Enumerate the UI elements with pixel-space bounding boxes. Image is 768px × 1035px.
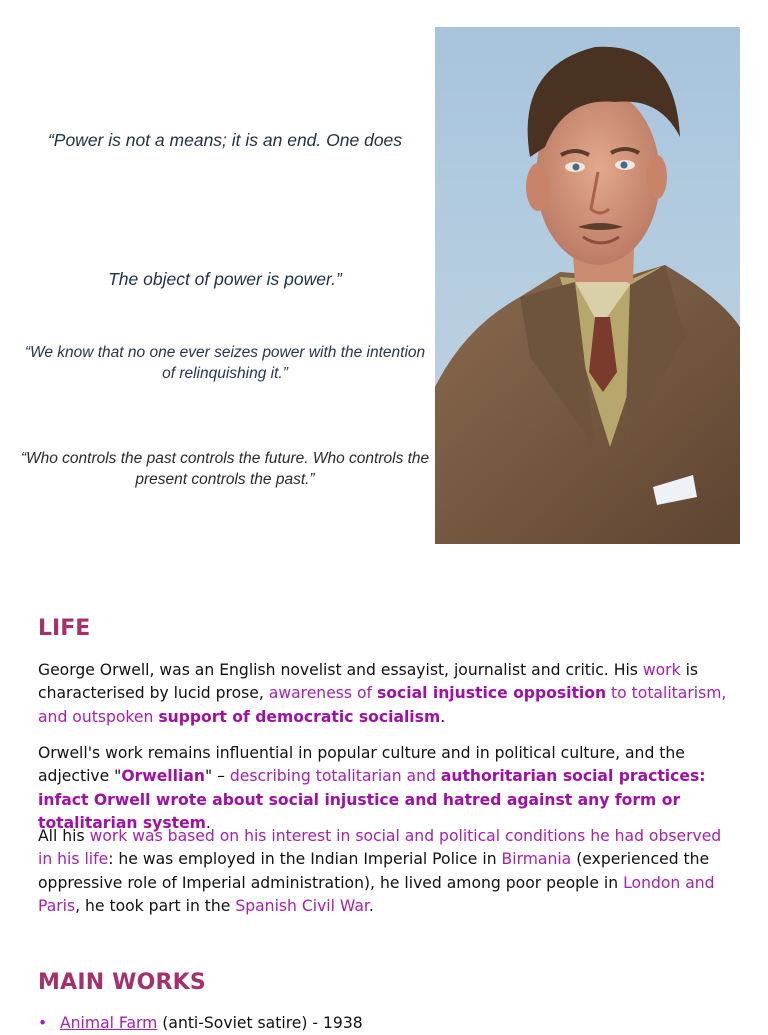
- highlight-social-injustice: social injustice opposition: [376, 684, 607, 703]
- highlight-democratic-socialism: support of democratic socialism: [158, 707, 441, 726]
- highlight-london-paris: London and Paris: [38, 873, 715, 915]
- text-run: (experienced the oppressive role of Imperial administration), he lived among poor people in: [38, 850, 710, 892]
- text-run: .: [205, 813, 211, 832]
- highlight-awareness: awareness of: [268, 684, 377, 703]
- highlight-orwellian: Orwellian: [121, 767, 205, 786]
- life-paragraph-3: [38, 825, 736, 918]
- work-title-link[interactable]: Animal Farm: [60, 1014, 158, 1032]
- text-run: " –: [204, 767, 230, 786]
- quote-seizes-power: “We know that no one ever seizes power with the intention of relinquishing it.”: [24, 344, 426, 382]
- text-run: is characterised by lucid prose,: [38, 661, 699, 703]
- life-heading: LIFE: [38, 616, 91, 641]
- text-run: .: [368, 896, 374, 915]
- text-run: George Orwell, was an English novelist and essayist, journalist and critic. His: [38, 661, 643, 679]
- text-run: : he was employed in the Indian Imperial Police in: [108, 850, 502, 869]
- quote-object-of-power: The object of power is power.”: [108, 269, 342, 289]
- highlight-spanish-civil-war: Spanish Civil War: [235, 896, 369, 915]
- text-run: All his: [38, 827, 90, 845]
- text-run: , he took part in the: [75, 896, 236, 915]
- highlight-totalitarism: to totalitarism, and outspoken: [38, 684, 727, 726]
- life-paragraph-1: [38, 659, 736, 729]
- text-run: .: [440, 707, 446, 726]
- life-paragraph-2: [38, 742, 736, 835]
- highlight-work-interest: work was based on his interest in social and political conditions he had observed in his life: [38, 827, 722, 869]
- main-works-heading: MAIN WORKS: [38, 970, 206, 995]
- text-run: Orwell's work remains influential in popular culture and in political culture, and the adjective ": [38, 744, 685, 786]
- highlight-work: work: [642, 661, 681, 679]
- quote-power-means: “Power is not a means; it is an end. One does: [47, 130, 403, 150]
- work-note: (anti-Soviet satire) - 1938: [157, 1014, 363, 1032]
- author-portrait: [435, 27, 740, 544]
- highlight-birmania: Birmania: [501, 850, 572, 869]
- highlight-authoritarian: authoritarian social practices: infact Orwell wrote about social injustice and hatred against any form or totalitarian system: [38, 767, 706, 832]
- highlight-describing: describing totalitarian and: [229, 767, 441, 786]
- quote-controls-past: “Who controls the past controls the future. Who controls the present controls the past.”: [20, 450, 430, 488]
